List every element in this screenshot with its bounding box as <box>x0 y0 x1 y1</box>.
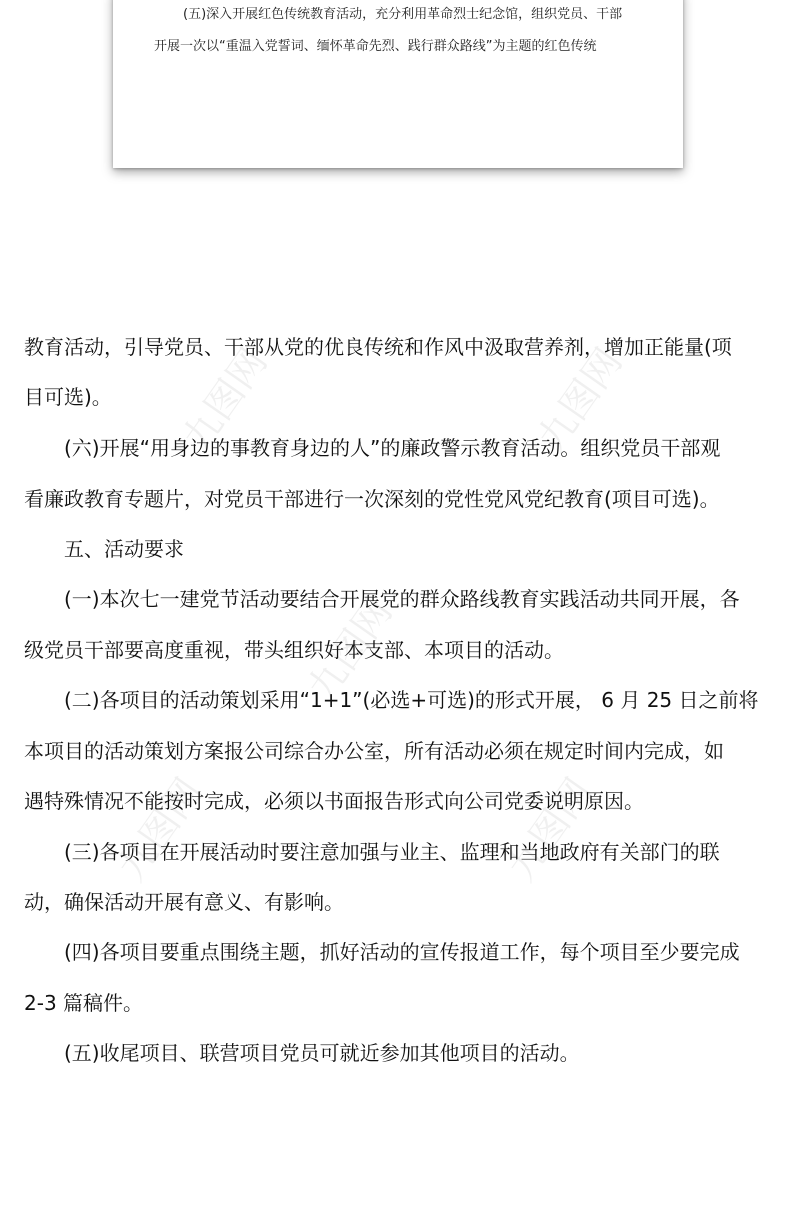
watermark: 九图网 <box>299 590 401 709</box>
watermark: 九图网 <box>499 770 601 889</box>
watermark: 九图网 <box>174 340 276 459</box>
section-heading: 五、活动要求 <box>64 537 184 561</box>
paragraph-line: 遇特殊情况不能按时完成，必须以书面报告形式向公司党委说明原因。 <box>24 789 644 813</box>
document-thumbnail-card <box>113 0 683 168</box>
thumbnail-line: 开展一次以“重温入党誓词、缅怀革命先烈、践行群众路线”为主题的红色传统 <box>154 39 597 54</box>
paragraph-line: 动，确保活动开展有意义、有影响。 <box>24 890 344 914</box>
paragraph-line: 教育活动，引导党员、干部从党的优良传统和作风中汲取营养剂，增加正能量(项 <box>24 335 732 359</box>
thumbnail-line: (五)深入开展红色传统教育活动，充分利用革命烈士纪念馆，组织党员、干部 <box>183 7 623 22</box>
watermark: 九图网 <box>109 770 211 889</box>
paragraph-line: 目可选)。 <box>24 385 112 409</box>
watermark: 九图网 <box>529 340 631 459</box>
paragraph-line: (五)收尾项目、联营项目党员可就近参加其他项目的活动。 <box>64 1041 580 1065</box>
paragraph-line: (四)各项目要重点围绕主题，抓好活动的宣传报道工作，每个项目至少要完成 <box>64 940 740 964</box>
paragraph-line: (六)开展“用身边的事教育身边的人”的廉政警示教育活动。组织党员干部观 <box>64 436 721 460</box>
paragraph-line: 本项目的活动策划方案报公司综合办公室，所有活动必须在规定时间内完成，如 <box>24 739 724 763</box>
paragraph-line: (二)各项目的活动策划采用“1+1”(必选+可选)的形式开展， 6 月 25 日之前将 <box>64 688 759 712</box>
paragraph-line: 2-3 篇稿件。 <box>24 991 144 1015</box>
paragraph-line: 级党员干部要高度重视，带头组织好本支部、本项目的活动。 <box>24 638 564 662</box>
paragraph-line: (一)本次七一建党节活动要结合开展党的群众路线教育实践活动共同开展，各 <box>64 587 740 611</box>
paragraph-line: 看廉政教育专题片，对党员干部进行一次深刻的党性党风党纪教育(项目可选)。 <box>24 487 720 511</box>
paragraph-line: (三)各项目在开展活动时要注意加强与业主、监理和当地政府有关部门的联 <box>64 840 720 864</box>
